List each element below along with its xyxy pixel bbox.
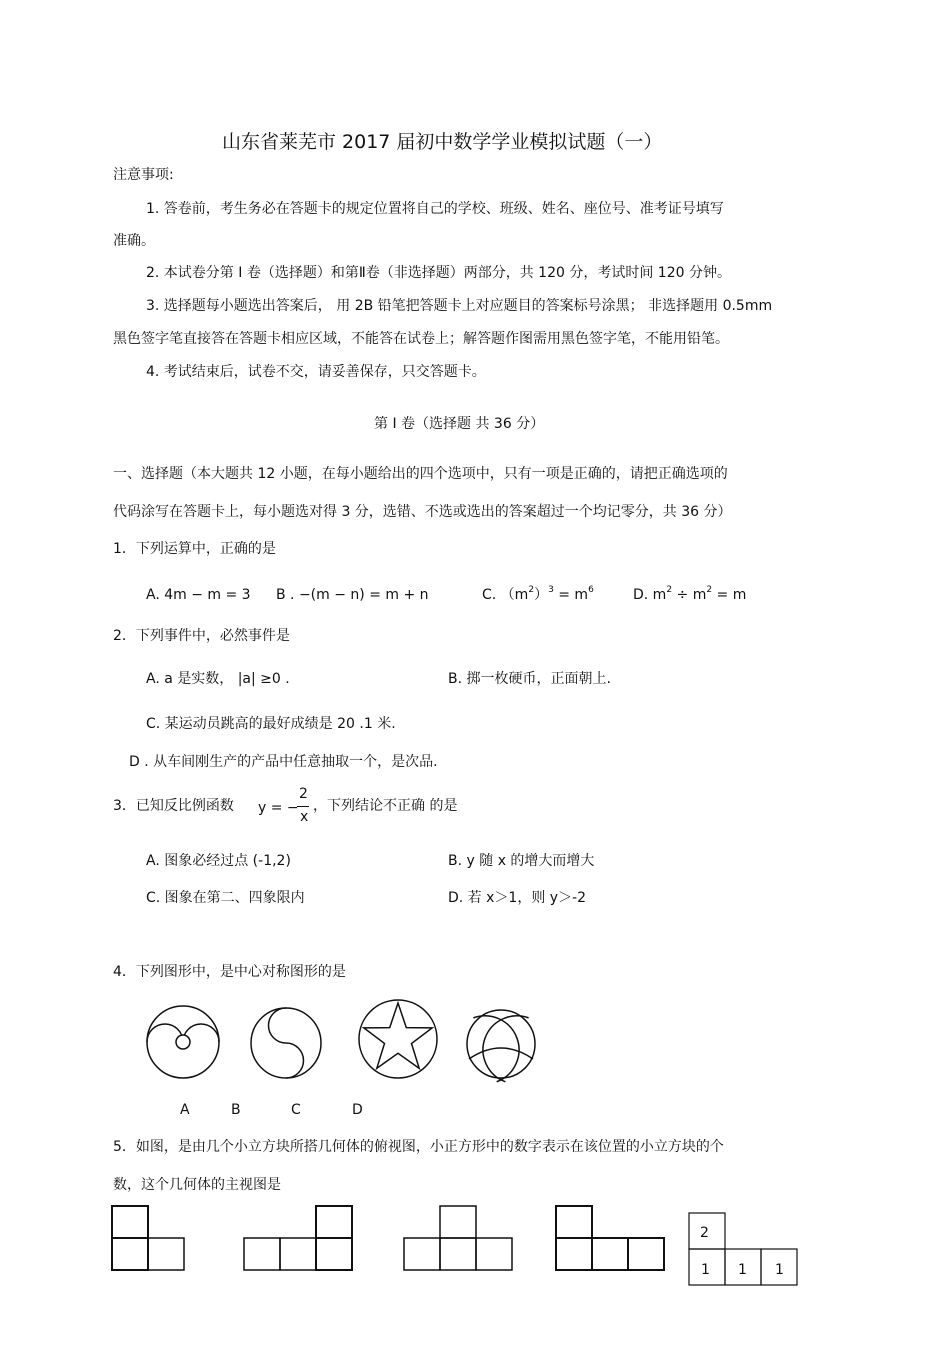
q5-option-b-figure (243, 1205, 353, 1271)
q1-c-exp2: 3 (548, 585, 554, 595)
q5-stem: 5．如图，是由几个小立方块所搭几何体的俯视图，小正方形中的数字表示在该位置的小立方块的个 (113, 1139, 724, 1155)
q3-function: y = − (258, 800, 299, 816)
q1-d-div: ÷ m (672, 587, 707, 603)
q5-option-c-figure (403, 1205, 513, 1271)
q2-option-a: A. a 是实数， |a| ≥0 . (146, 671, 290, 687)
q5-grid-number-2: 1 (738, 1262, 747, 1278)
q3-option-a: A. 图象必经过点 (-1,2) (146, 853, 291, 869)
q1-c-exp1: 2 (528, 585, 535, 595)
q3-option-b: B. y 随 x 的增大而增大 (448, 853, 595, 869)
q3-stem-end: ，下列结论不正确 的是 (313, 798, 458, 814)
q1-d-exp1: 2 (666, 585, 673, 595)
q2-option-c: C. 某运动员跳高的最好成绩是 20 .1 米. (146, 716, 396, 732)
q1-option-b: B . −(m − n) = m + n (276, 587, 429, 603)
q5-grid-number-3: 1 (775, 1262, 784, 1278)
q4-figure-b (248, 1005, 324, 1081)
page-title: 山东省莱芜市 2017 届初中数学学业模拟试题（一） (222, 131, 663, 153)
q3-fraction-bar (297, 806, 309, 807)
q4-stem: 4．下列图形中，是中心对称图形的是 (113, 964, 346, 980)
q3-numerator: 2 (299, 786, 308, 802)
q1-stem: 1．下列运算中，正确的是 (113, 541, 276, 557)
q1-option-d (633, 586, 746, 606)
q4-label-a: A (180, 1102, 190, 1118)
q2-stem: 2．下列事件中，必然事件是 (113, 628, 290, 644)
q3-option-d: D. 若 x＞1，则 y＞-2 (448, 890, 587, 906)
q4-figure-c (356, 997, 440, 1081)
q1-c-base: C. （m (482, 587, 529, 603)
q3-stem: 3．已知反比例函数 (113, 798, 234, 814)
part1-instructions: 一、选择题（本大题共 12 小题，在每小题给出的四个选项中，只有一项是正确的，请把正确选项的 (113, 466, 728, 482)
notice-item-1: 1. 答卷前，考生务必在答题卡的规定位置将自己的学校、班级、姓名、座位号、准考证号填写 (146, 201, 724, 217)
q4-label-b: B (231, 1102, 241, 1118)
notice-item-2: 2. 本试卷分第 I 卷（选择题）和第Ⅱ卷（非选择题）两部分，共 120 分，考试时间 120 分钟。 (146, 265, 731, 281)
part1-instructions-cont: 代码涂写在答题卡上，每小题选对得 3 分，选错、不选或选出的答案超过一个均记零分，共 36 分） (113, 504, 732, 520)
q4-figure-d (464, 1007, 538, 1081)
q3-denominator: x (300, 809, 309, 825)
q1-option-c (482, 586, 594, 606)
q1-c-paren: ） (534, 587, 549, 603)
q1-d-base: D. m (633, 587, 667, 603)
q5-grid-number-1: 1 (701, 1262, 710, 1278)
q5-option-a-figure (111, 1205, 185, 1271)
q1-c-exp3: 6 (588, 585, 594, 595)
q4-label-d: D (352, 1102, 363, 1118)
q3-option-c: C. 图象在第二、四象限内 (146, 890, 305, 906)
section-title: 第 I 卷（选择题 共 36 分） (374, 416, 545, 432)
q1-d-eq: = m (712, 587, 747, 603)
q2-option-d: D . 从车间刚生产的产品中任意抽取一个，是次品. (129, 754, 438, 770)
notice-heading: 注意事项: (113, 167, 174, 183)
q1-c-eq: = m (553, 587, 589, 603)
q5-grid-number-top: 2 (700, 1225, 709, 1241)
notice-item-3-cont: 黑色签字笔直接答在答题卡相应区域，不能答在试卷上；解答题作图需用黑色签字笔，不能用铅笔。 (113, 331, 729, 347)
q1-option-a: A. 4m − m = 3 (146, 587, 251, 603)
q4-figure-a (143, 1002, 223, 1082)
notice-item-4: 4. 考试结束后，试卷不交，请妥善保存，只交答题卡。 (146, 364, 486, 380)
notice-item-1-cont: 准确。 (113, 233, 155, 249)
notice-item-3: 3. 选择题每小题选出答案后， 用 2B 铅笔把答题卡上对应题目的答案标号涂黑； 非选择题用 0.5mm (146, 298, 773, 314)
q4-label-c: C (291, 1102, 301, 1118)
q2-option-b: B. 掷一枚硬币，正面朝上. (448, 671, 611, 687)
q1-d-exp2: 2 (706, 585, 713, 595)
q5-option-d-figure (555, 1205, 665, 1271)
q5-stem-cont: 数，这个几何体的主视图是 (113, 1177, 281, 1193)
